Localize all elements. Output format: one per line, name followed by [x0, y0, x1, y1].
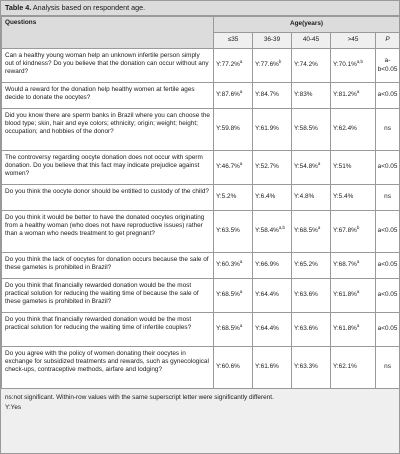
percentage-value: Y:61.8% [333, 325, 357, 333]
question-cell: The controversy regarding oocyte donation does not occur with sperm donation. Do you believe that this fact may indicate prejudice against women? [2, 151, 214, 185]
percentage-value: Y:77.6% [255, 61, 279, 69]
significance-superscript: b [278, 59, 282, 65]
value-cell [253, 347, 292, 389]
value-cell [214, 185, 253, 211]
table-row [2, 279, 400, 313]
percentage-value: Y:68.5% [216, 291, 240, 299]
table-row [2, 185, 400, 211]
age-group-header: >45 [331, 33, 376, 49]
question-cell: Do you think that financially rewarded donation would be the most practical solution for reducing the waiting time of because the sale of these gametes is prohibited in Brazil? [2, 279, 214, 313]
question-cell: Did you know there are sperm banks in Brazil where you can choose the blood type; skin, hair and eye colors; ethnicity; origin; weight; height; occupation; and hobbies of the donor? [2, 109, 214, 151]
value-cell [253, 151, 292, 185]
age-header: Age(years) [214, 17, 400, 33]
value-cell [292, 347, 331, 389]
percentage-value: Y:64.4% [255, 325, 279, 333]
value-cell [292, 109, 331, 151]
value-cell [292, 253, 331, 279]
significance-superscript: a [239, 161, 243, 167]
value-cell [253, 109, 292, 151]
percentage-value: Y:83% [294, 91, 313, 99]
age-group-header: 40-45 [292, 33, 331, 49]
table-row [2, 109, 400, 151]
table-body [2, 49, 400, 389]
table-title [1, 1, 399, 16]
percentage-value: Y:58.4% [255, 227, 279, 235]
question-cell: Do you think that financially rewarded donation would be the most practical solution for reducing the waiting time of infertile couples? [2, 313, 214, 347]
percentage-value: Y:6.4% [255, 193, 276, 201]
p-value-cell: ns [376, 109, 400, 151]
questions-header: Questions [2, 17, 214, 49]
table-label: Table 4. [5, 3, 32, 12]
value-cell [331, 49, 376, 83]
percentage-value: Y:66.9% [255, 261, 279, 269]
table-row [2, 83, 400, 109]
p-value-cell: a-b<0.05 [376, 49, 400, 83]
percentage-value: Y:68.7% [333, 261, 357, 269]
p-value-cell: ns [376, 185, 400, 211]
significance-superscript: a [239, 259, 243, 265]
percentage-value: Y:5.2% [216, 193, 237, 201]
value-cell [253, 185, 292, 211]
p-value-cell: a<0.05 [376, 211, 400, 253]
value-cell [253, 279, 292, 313]
value-cell [253, 83, 292, 109]
question-cell: Would a reward for the donation help healthy women at fertile ages decide to donate the oocytes? [2, 83, 214, 109]
age-group-header: 36-39 [253, 33, 292, 49]
percentage-value: Y:81.2% [333, 91, 357, 99]
header-row [2, 17, 400, 33]
value-cell [292, 185, 331, 211]
question-cell: Can a healthy young woman help an unknown infertile person simply out of kindness? Do you believe that the donation can occur without any reward? [2, 49, 214, 83]
table-caption: Analysis based on respondent age. [32, 3, 146, 12]
value-cell [214, 151, 253, 185]
percentage-value: Y:4.8% [294, 193, 315, 201]
value-cell [331, 347, 376, 389]
value-cell [253, 49, 292, 83]
percentage-value: Y:51% [333, 163, 352, 171]
value-cell [331, 185, 376, 211]
value-cell [214, 253, 253, 279]
value-cell [214, 211, 253, 253]
p-value-cell: ns [376, 347, 400, 389]
table-row [2, 253, 400, 279]
value-cell [292, 151, 331, 185]
percentage-value: Y:68.5% [216, 325, 240, 333]
percentage-value: Y:65.2% [294, 261, 318, 269]
value-cell [331, 279, 376, 313]
p-value-cell: a<0.05 [376, 83, 400, 109]
percentage-value: Y:61.8% [333, 291, 357, 299]
value-cell [214, 83, 253, 109]
table-row [2, 313, 400, 347]
percentage-value: Y:54.8% [294, 163, 318, 171]
table-footnotes [1, 389, 399, 413]
age-group-header: ≤35 [214, 33, 253, 49]
significance-superscript: a [356, 289, 360, 295]
value-cell [331, 313, 376, 347]
value-cell [253, 313, 292, 347]
significance-superscript: a [239, 323, 243, 329]
p-value-header: P [376, 33, 400, 49]
significance-superscript: a [239, 59, 243, 65]
value-cell [214, 49, 253, 83]
value-cell [292, 279, 331, 313]
value-cell [292, 211, 331, 253]
footnote: Y:Yes [5, 404, 22, 411]
question-cell: Do you think it would be better to have the donated oocytes originating from a healthy woman (who does not have reproductive issues) rather than a woman who needs treatment to get pregnant? [2, 211, 214, 253]
percentage-value: Y:87.6% [216, 91, 240, 99]
question-cell: Do you think the lack of oocytes for donation occurs because the sale of these gametes is prohibited in Brazil? [2, 253, 214, 279]
table-row [2, 49, 400, 83]
value-cell [214, 347, 253, 389]
table-row [2, 151, 400, 185]
significance-superscript: a [317, 225, 321, 231]
percentage-value: Y:61.9% [255, 125, 279, 133]
data-table [1, 16, 400, 389]
value-cell [331, 211, 376, 253]
value-cell [253, 253, 292, 279]
percentage-value: Y:74.2% [294, 61, 318, 69]
significance-superscript: a [239, 89, 243, 95]
percentage-value: Y:46.7% [216, 163, 240, 171]
significance-superscript: a [356, 259, 360, 265]
percentage-value: Y:60.3% [216, 261, 240, 269]
value-cell [292, 83, 331, 109]
percentage-value: Y:59.8% [216, 125, 240, 133]
table-row [2, 211, 400, 253]
significance-superscript: a [239, 289, 243, 295]
significance-superscript: a [317, 161, 321, 167]
percentage-value: Y:63.5% [216, 227, 240, 235]
value-cell [253, 211, 292, 253]
percentage-value: Y:62.4% [333, 125, 357, 133]
significance-superscript: a,b [278, 225, 285, 231]
value-cell [214, 279, 253, 313]
footnote: ns:not significant. Within-row values with the same superscript letter were significantly different. [5, 394, 274, 401]
significance-superscript: b [356, 225, 360, 231]
percentage-value: Y:58.5% [294, 125, 318, 133]
p-value-cell: a<0.05 [376, 151, 400, 185]
percentage-value: Y:77.2% [216, 61, 240, 69]
value-cell [331, 83, 376, 109]
p-value-cell: a<0.05 [376, 279, 400, 313]
percentage-value: Y:64.4% [255, 291, 279, 299]
percentage-value: Y:5.4% [333, 193, 354, 201]
significance-superscript: a [356, 323, 360, 329]
value-cell [331, 109, 376, 151]
percentage-value: Y:63.6% [294, 325, 318, 333]
percentage-value: Y:68.5% [294, 227, 318, 235]
percentage-value: Y:52.7% [255, 163, 279, 171]
value-cell [292, 49, 331, 83]
significance-superscript: a [356, 89, 360, 95]
percentage-value: Y:63.3% [294, 363, 318, 371]
percentage-value: Y:62.1% [333, 363, 357, 371]
percentage-value: Y:61.6% [255, 363, 279, 371]
value-cell [214, 109, 253, 151]
percentage-value: Y:67.8% [333, 227, 357, 235]
value-cell [331, 253, 376, 279]
value-cell [292, 313, 331, 347]
p-value-cell: a<0.05 [376, 253, 400, 279]
value-cell [214, 313, 253, 347]
p-value-cell: a<0.05 [376, 313, 400, 347]
percentage-value: Y:84.7% [255, 91, 279, 99]
percentage-value: Y:63.6% [294, 291, 318, 299]
value-cell [331, 151, 376, 185]
percentage-value: Y:70.1% [333, 61, 357, 69]
question-cell: Do you think the oocyte donor should be entitled to custody of the child? [2, 185, 214, 211]
percentage-value: Y:60.6% [216, 363, 240, 371]
significance-superscript: a,b [356, 59, 363, 65]
table-row [2, 347, 400, 389]
question-cell: Do you agree with the policy of women donating their oocytes in exchange for subsidized treatments and rewards, such as gynecological check-ups, contraceptive methods, airfare and lodging? [2, 347, 214, 389]
